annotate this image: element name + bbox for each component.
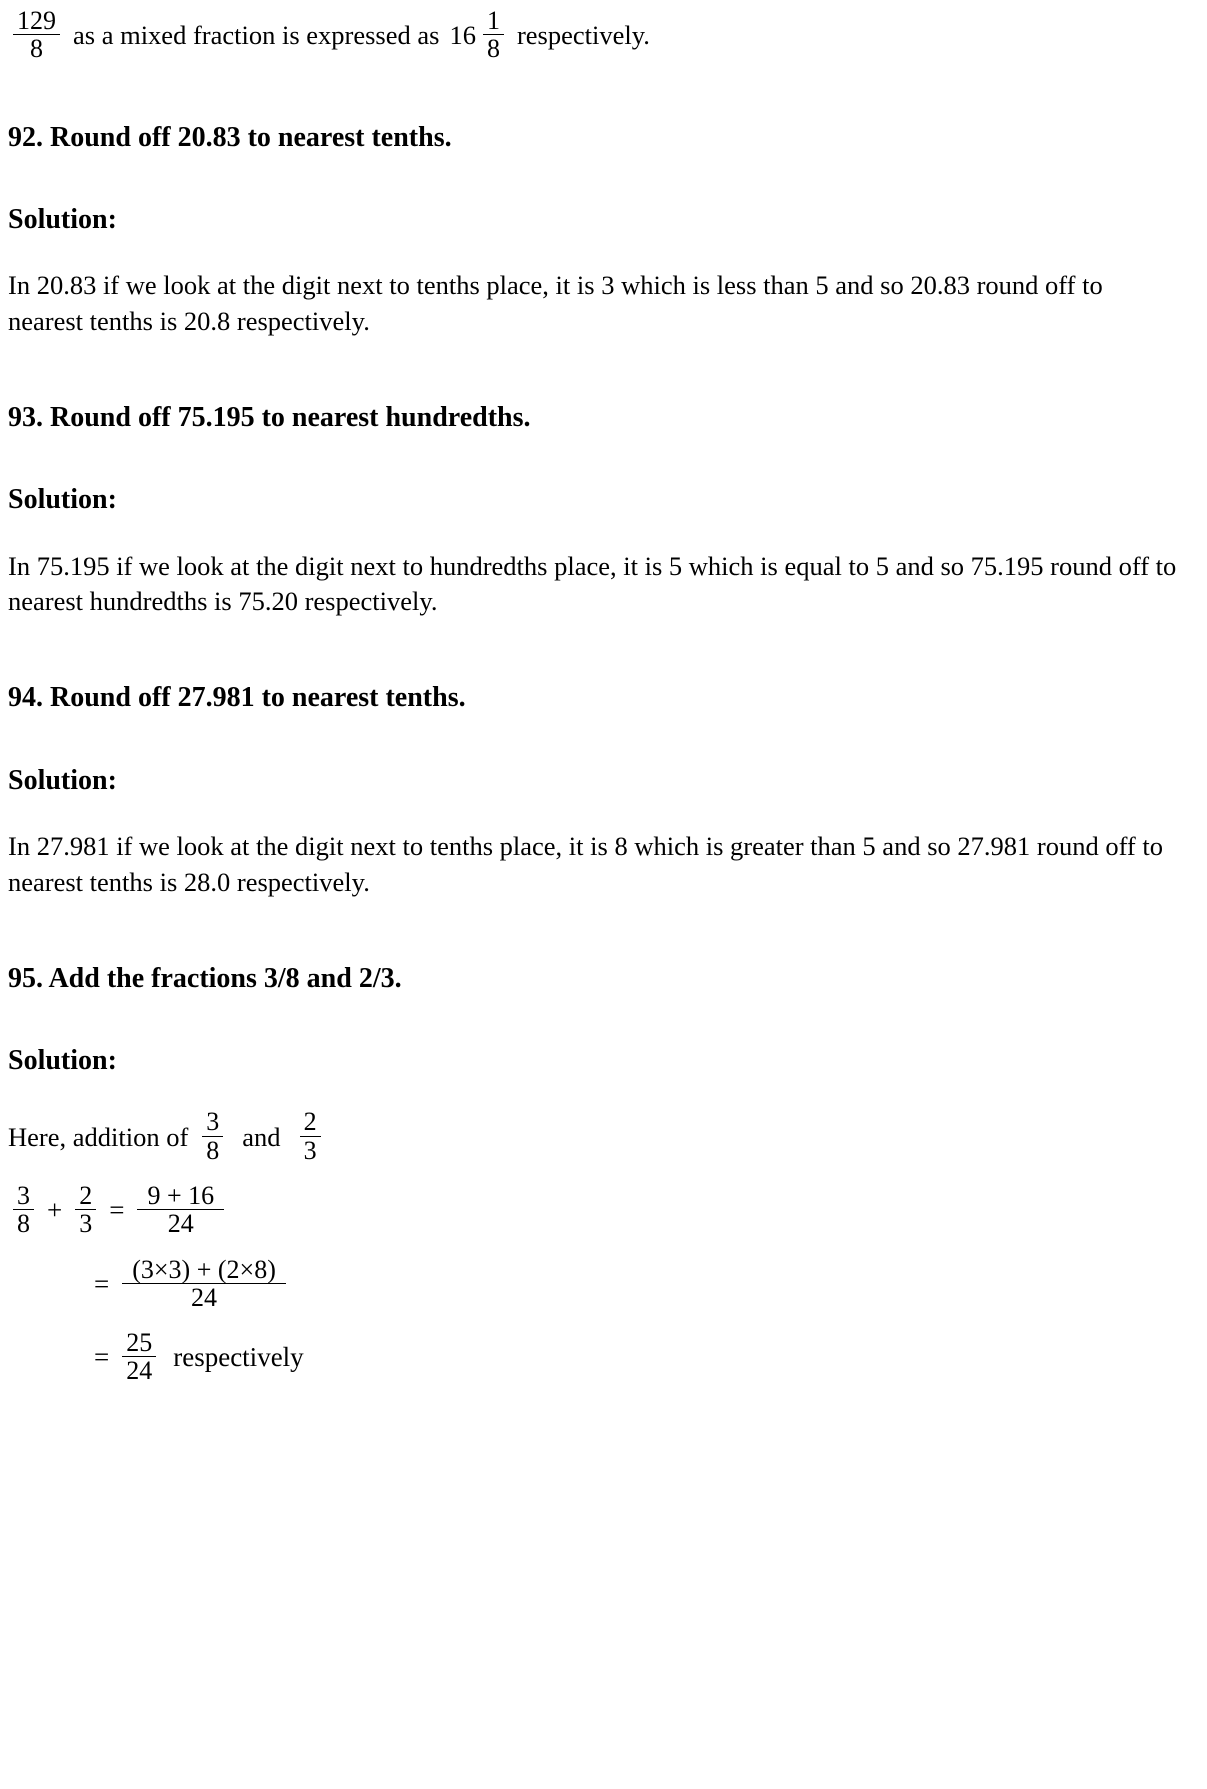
solution-body-94: In 27.981 if we look at the digit next to tenths place, it is 8 which is greater than 5 and so 27.981 round off to nearest tenths is 28.0 respectively.	[8, 831, 1163, 897]
fraction-2-over-3	[300, 1108, 321, 1164]
question-heading-95: 95. Add the fractions 3/8 and 2/3.	[8, 962, 402, 994]
fraction-denominator: 3	[300, 1136, 321, 1164]
solution-label-92: Solution:	[8, 203, 117, 235]
plus-operator: +	[47, 1195, 63, 1226]
mixed-fraction-part	[483, 7, 504, 63]
fraction-denominator: 24	[122, 1283, 286, 1311]
fraction-products-over-24	[122, 1256, 286, 1312]
question-heading-94: 94. Round off 27.981 to nearest tenths.	[8, 682, 466, 714]
fraction-numerator: 25	[126, 1328, 153, 1358]
solution-body-92: In 20.83 if we look at the digit next to tenths place, it is 3 which is less than 5 and so 20.83 round off to nearest tenths is 20.8 respectively.	[8, 270, 1103, 337]
mixed-whole-part: 16	[449, 20, 476, 51]
top-line-text-middle: as a mixed fraction is expressed as	[73, 20, 440, 51]
equals-operator: =	[109, 1195, 125, 1226]
fraction-numerator: 3	[17, 1180, 30, 1210]
here-addition-text: Here, addition of	[8, 1121, 189, 1152]
working-line-2	[8, 1254, 1179, 1313]
solution-label-94: Solution:	[8, 764, 117, 796]
fraction-numerator: 129	[17, 6, 56, 35]
fraction-denominator: 24	[137, 1209, 224, 1237]
respectively-text: respectively	[173, 1342, 304, 1373]
fraction-numerator: 2	[79, 1180, 93, 1210]
equals-operator: =	[94, 1268, 110, 1299]
fraction-denominator: 3	[75, 1209, 96, 1237]
fraction-3-over-8	[202, 1108, 223, 1164]
fraction-denominator: 8	[13, 34, 60, 62]
fraction-129-over-8	[13, 7, 60, 63]
fraction-2-over-3-work	[75, 1182, 96, 1238]
fraction-numerator: (3×3) + (2×8)	[132, 1254, 276, 1284]
solution-label-95: Solution:	[8, 1044, 117, 1076]
question-heading-92: 92. Round off 20.83 to nearest tenths.	[8, 121, 452, 153]
fraction-numerator: 9 + 16	[147, 1180, 215, 1210]
fraction-denominator: 8	[202, 1136, 223, 1164]
question-heading-93: 93. Round off 75.195 to nearest hundredths.	[8, 401, 531, 433]
mixed-denominator: 8	[483, 34, 504, 62]
fraction-numerator: 3	[206, 1107, 220, 1137]
fraction-denominator: 24	[122, 1356, 156, 1384]
fraction-9-plus-16-over-24	[137, 1182, 224, 1238]
top-continuation-line	[8, 8, 1179, 64]
and-text: and	[242, 1121, 281, 1152]
top-line-text-end: respectively.	[516, 20, 650, 51]
addition-intro-line	[8, 1109, 1179, 1165]
fraction-numerator: 2	[303, 1107, 317, 1137]
fraction-25-over-24	[122, 1329, 156, 1385]
solution-body-93: In 75.195 if we look at the digit next to hundredths place, it is 5 which is equal to 5 and so 75.195 round off to nearest hundredths is 75.20 respectively.	[8, 550, 1177, 617]
equals-operator: =	[94, 1342, 110, 1373]
fraction-denominator: 8	[13, 1209, 34, 1237]
fraction-3-over-8-work	[13, 1182, 34, 1238]
working-line-3	[8, 1330, 1179, 1386]
mixed-number-16-1-8	[449, 8, 509, 64]
mixed-numerator: 1	[486, 6, 500, 35]
working-line-1	[8, 1180, 1179, 1239]
solution-label-93: Solution:	[8, 484, 117, 516]
